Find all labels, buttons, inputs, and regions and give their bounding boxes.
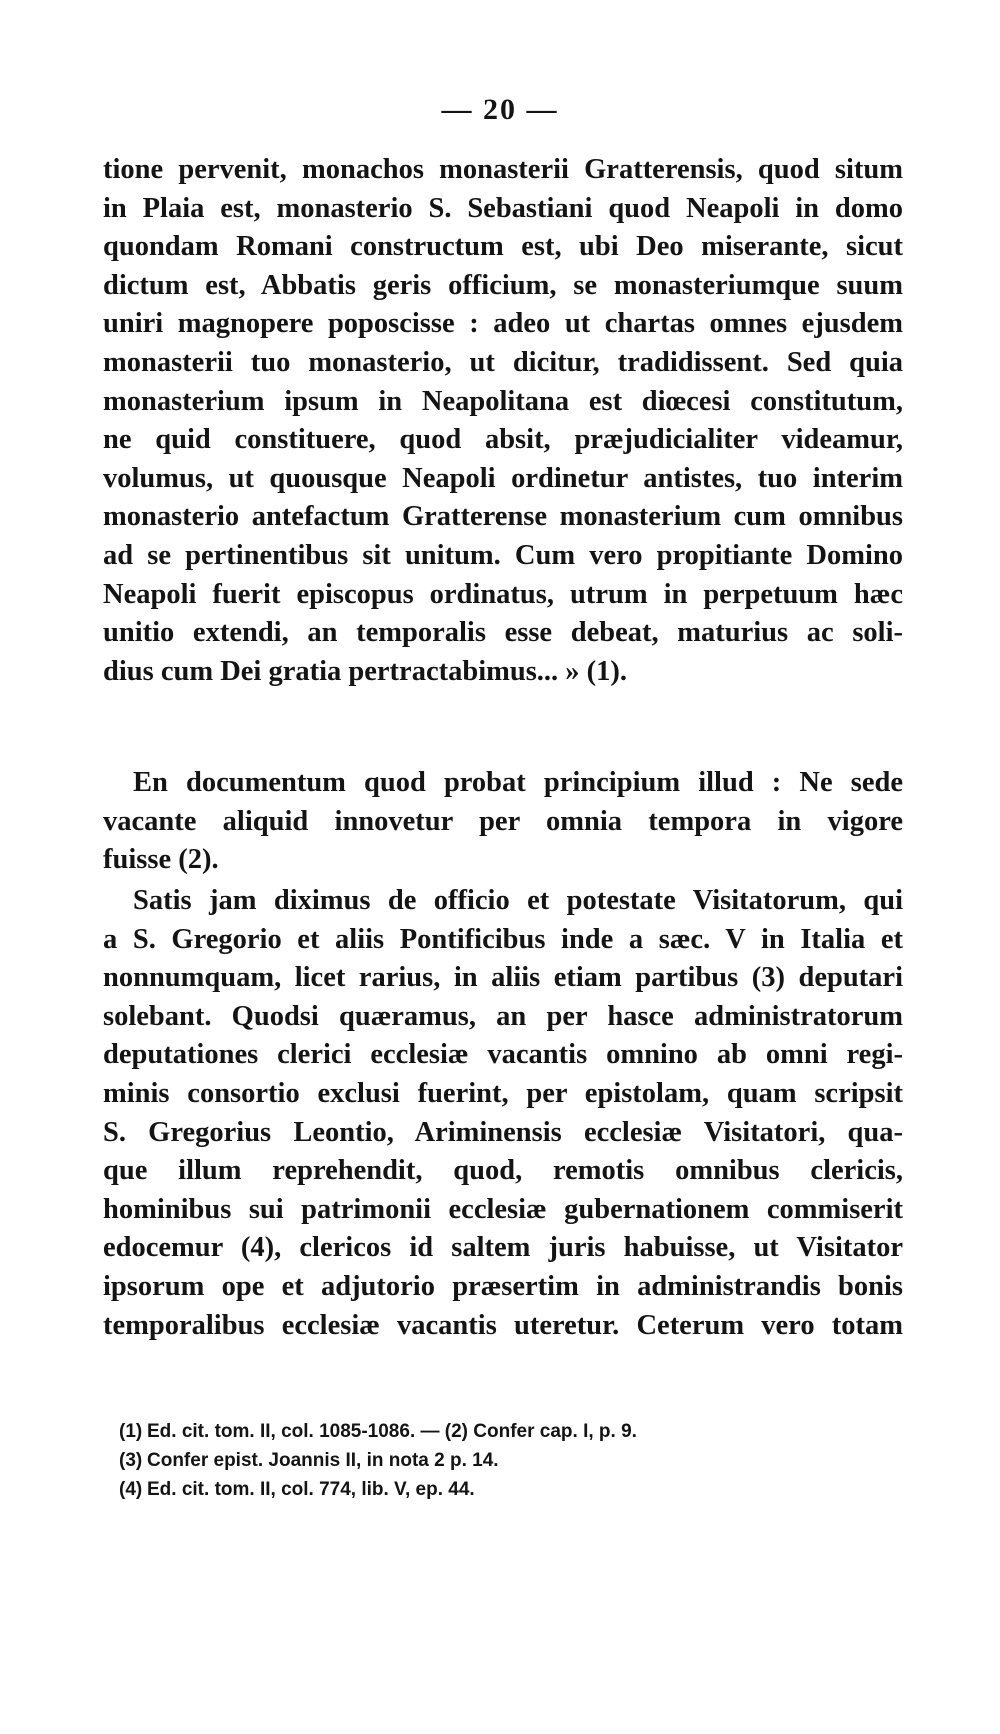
- text-line: Neapoli fuerit episcopus ordinatus, utrum in perpetuum hæc: [103, 578, 903, 610]
- footnote-4: [119, 1475, 819, 1504]
- text-line: hominibus sui patrimonii ecclesiæ gubernationem commiserit: [103, 1193, 903, 1225]
- text-line: dictum est, Abbatis geris officium, se monasteriumque suum: [103, 269, 903, 301]
- paragraph-3: [103, 882, 903, 1345]
- text-line: monasterii tuo monasterio, ut dicitur, tradidissent. Sed quia: [103, 346, 903, 378]
- text-line: uniri magnopere poposcisse : adeo ut chartas omnes ejusdem: [103, 308, 903, 340]
- text-line: quondam Romani constructum est, ubi Deo miserante, sicut: [103, 231, 903, 263]
- text-line: S. Gregorius Leontio, Ariminensis ecclesiæ Visitatori, qua-: [103, 1116, 903, 1148]
- text-line: temporalibus ecclesiæ vacantis uteretur. Ceterum vero totam: [103, 1309, 903, 1341]
- footnote-text: Ed. cit. tom. II, col. 1085-1086. — (2) Confer cap. I, p. 9.: [147, 1421, 637, 1442]
- text-line: ipsorum ope et adjutorio præsertim in administrandis bonis: [103, 1270, 903, 1302]
- text-line: a S. Gregorio et aliis Pontificibus inde a sæc. V in Italia et: [103, 923, 903, 955]
- paragraph-1: [103, 151, 903, 691]
- footnote-text: Ed. cit. tom. II, col. 774, lib. V, ep. 44.: [147, 1479, 475, 1500]
- footnote-mark: (4): [119, 1479, 143, 1500]
- text-line: monasterium ipsum in Neapolitana est diœcesi constitutum,: [103, 385, 903, 417]
- text-line: in Plaia est, monasterio S. Sebastiani quod Neapoli in domo: [103, 192, 903, 224]
- text-line: edocemur (4), clericos id saltem juris habuisse, ut Visitator: [103, 1232, 903, 1264]
- text-line: dius cum Dei gratia pertractabimus... » (1).: [103, 655, 628, 687]
- text-line: Satis jam diximus de officio et potestate Visitatorum, qui: [133, 885, 903, 916]
- footnote-1: [119, 1417, 819, 1446]
- footnote-text: Confer epist. Joannis II, in nota 2 p. 14.: [147, 1450, 499, 1471]
- footnote-mark: (3): [119, 1450, 143, 1471]
- text-line: volumus, ut quousque Neapoli ordinetur antistes, tuo interim: [103, 462, 903, 494]
- page-number: — 20 —: [441, 93, 559, 126]
- text-line: solebant. Quodsi quæramus, an per hasce administratorum: [103, 1000, 903, 1032]
- text-line: monasterio antefactum Gratterense monasterium cum omnibus: [103, 501, 903, 533]
- text-line: deputationes clerici ecclesiæ vacantis omnino ab omni regi-: [103, 1039, 903, 1071]
- text-line: vacante aliquid innovetur per omnia tempora in vigore: [103, 805, 903, 837]
- text-line: tione pervenit, monachos monasterii Gratterensis, quod situm: [103, 154, 903, 185]
- text-line: unitio extendi, an temporalis esse debeat, maturius ac soli-: [103, 617, 903, 649]
- text-line: En documentum quod probat principium illud : Ne sede: [133, 767, 903, 798]
- text-line: que illum reprehendit, quod, remotis omnibus clericis,: [103, 1155, 903, 1187]
- text-line: minis consortio exclusi fuerint, per epistolam, quam scripsit: [103, 1077, 903, 1109]
- footnote-3: [119, 1446, 819, 1475]
- footnotes: [119, 1417, 819, 1504]
- footnote-mark: (1): [119, 1421, 143, 1442]
- text-line: ad se pertinentibus sit unitum. Cum vero propitiante Domino: [103, 539, 903, 571]
- text-line: ne quid constituere, quod absit, præjudicialiter videamur,: [103, 424, 903, 456]
- paragraph-2: [103, 764, 903, 880]
- text-line: fuisse (2).: [103, 844, 219, 876]
- text-line: nonnumquam, licet rarius, in aliis etiam partibus (3) deputari: [103, 962, 903, 994]
